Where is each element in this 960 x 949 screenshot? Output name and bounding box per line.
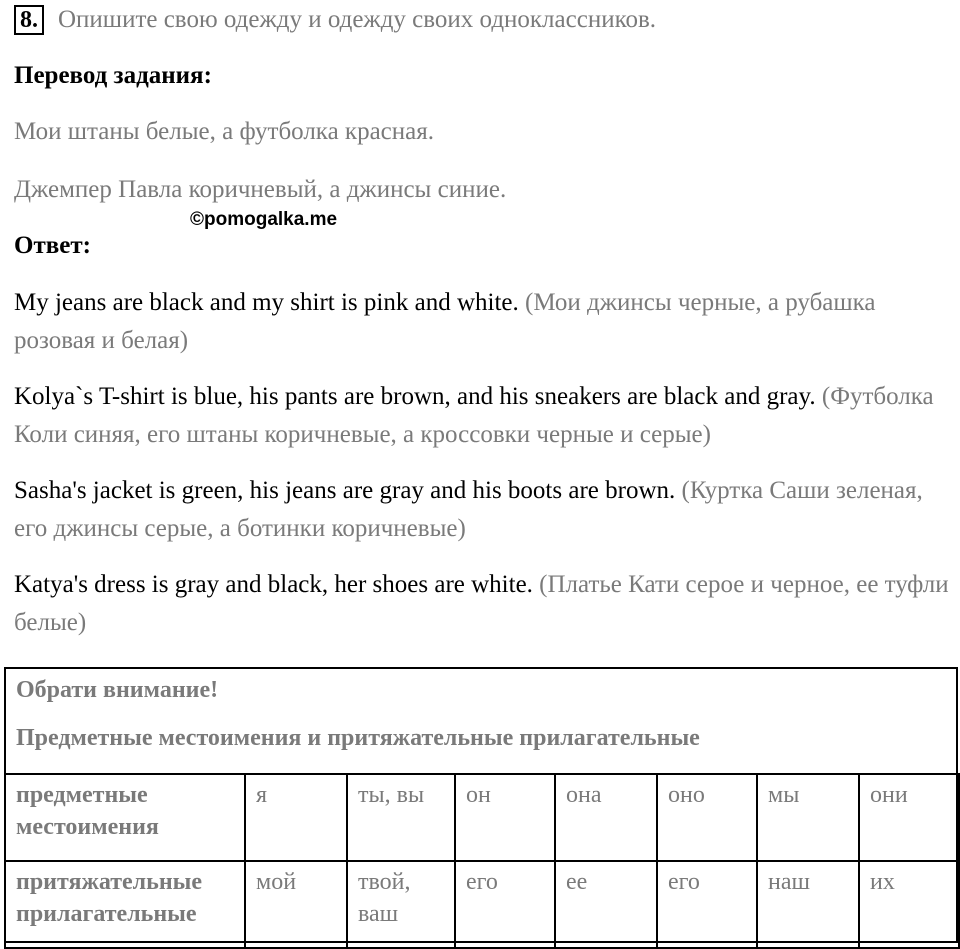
answer-english: Sasha's jacket is green, his jeans are gray and his boots are brown. bbox=[14, 477, 676, 504]
table-cell: оно bbox=[657, 774, 757, 861]
answer-item-3 bbox=[14, 472, 949, 548]
answer-russian: (Куртка Саши зеленая, его джинсы серые, а ботинки коричневые) bbox=[14, 477, 923, 542]
answer-item-4 bbox=[14, 566, 949, 642]
table-cell: ты, вы bbox=[347, 774, 455, 861]
answer-english: Kolya`s T-shirt is blue, his pants are brown, and his sneakers are black and gray. bbox=[14, 383, 816, 410]
table-row bbox=[5, 861, 959, 948]
watermark: ©pomogalka.me bbox=[190, 209, 338, 230]
answer-item-1 bbox=[14, 284, 949, 360]
answer-russian: (Футболка Коли синяя, его штаны коричневые, а кроссовки черные и серые) bbox=[14, 383, 934, 448]
task-line bbox=[14, 4, 656, 36]
answer-english: My jeans are black and my shirt is pink and white. bbox=[14, 289, 519, 316]
attention-title: Обрати внимание! bbox=[16, 677, 219, 703]
table-cell: мой bbox=[245, 861, 347, 948]
answer-russian: (Платье Кати серое и черное, ее туфли белые) bbox=[14, 571, 949, 636]
translation-line-1: Мои штаны белые, а футболка красная. bbox=[14, 118, 434, 145]
row-label: предметные местоимения bbox=[5, 774, 245, 861]
table-cell: они bbox=[859, 774, 959, 861]
table-cell: твой, ваш bbox=[347, 861, 455, 948]
table-cell: их bbox=[859, 861, 959, 948]
pronoun-table bbox=[4, 773, 960, 949]
table-cell: его bbox=[657, 861, 757, 948]
table-cell: мы bbox=[757, 774, 859, 861]
answer-english: Katya's dress is gray and black, her shoes are white. bbox=[14, 571, 533, 598]
answer-heading: Ответ: bbox=[14, 232, 91, 259]
task-number: 8. bbox=[14, 5, 44, 35]
row-label: притяжательные прилагательные bbox=[5, 861, 245, 948]
table-row bbox=[5, 774, 959, 861]
task-text: Опишите свою одежду и одежду своих одноклассников. bbox=[58, 6, 657, 33]
table-cell: он bbox=[455, 774, 555, 861]
translation-heading: Перевод задания: bbox=[14, 62, 212, 89]
answer-item-2 bbox=[14, 378, 949, 454]
table-cell: его bbox=[455, 861, 555, 948]
table-cell: она bbox=[555, 774, 657, 861]
table-cell: наш bbox=[757, 861, 859, 948]
table-cell: я bbox=[245, 774, 347, 861]
table-cell: ее bbox=[555, 861, 657, 948]
translation-line-2: Джемпер Павла коричневый, а джинсы синие. bbox=[14, 176, 507, 203]
attention-box bbox=[4, 667, 958, 943]
answer-russian: (Мои джинсы черные, а рубашка розовая и белая) bbox=[14, 289, 876, 354]
attention-subtitle: Предметные местоимения и притяжательные прилагательные bbox=[16, 725, 700, 751]
